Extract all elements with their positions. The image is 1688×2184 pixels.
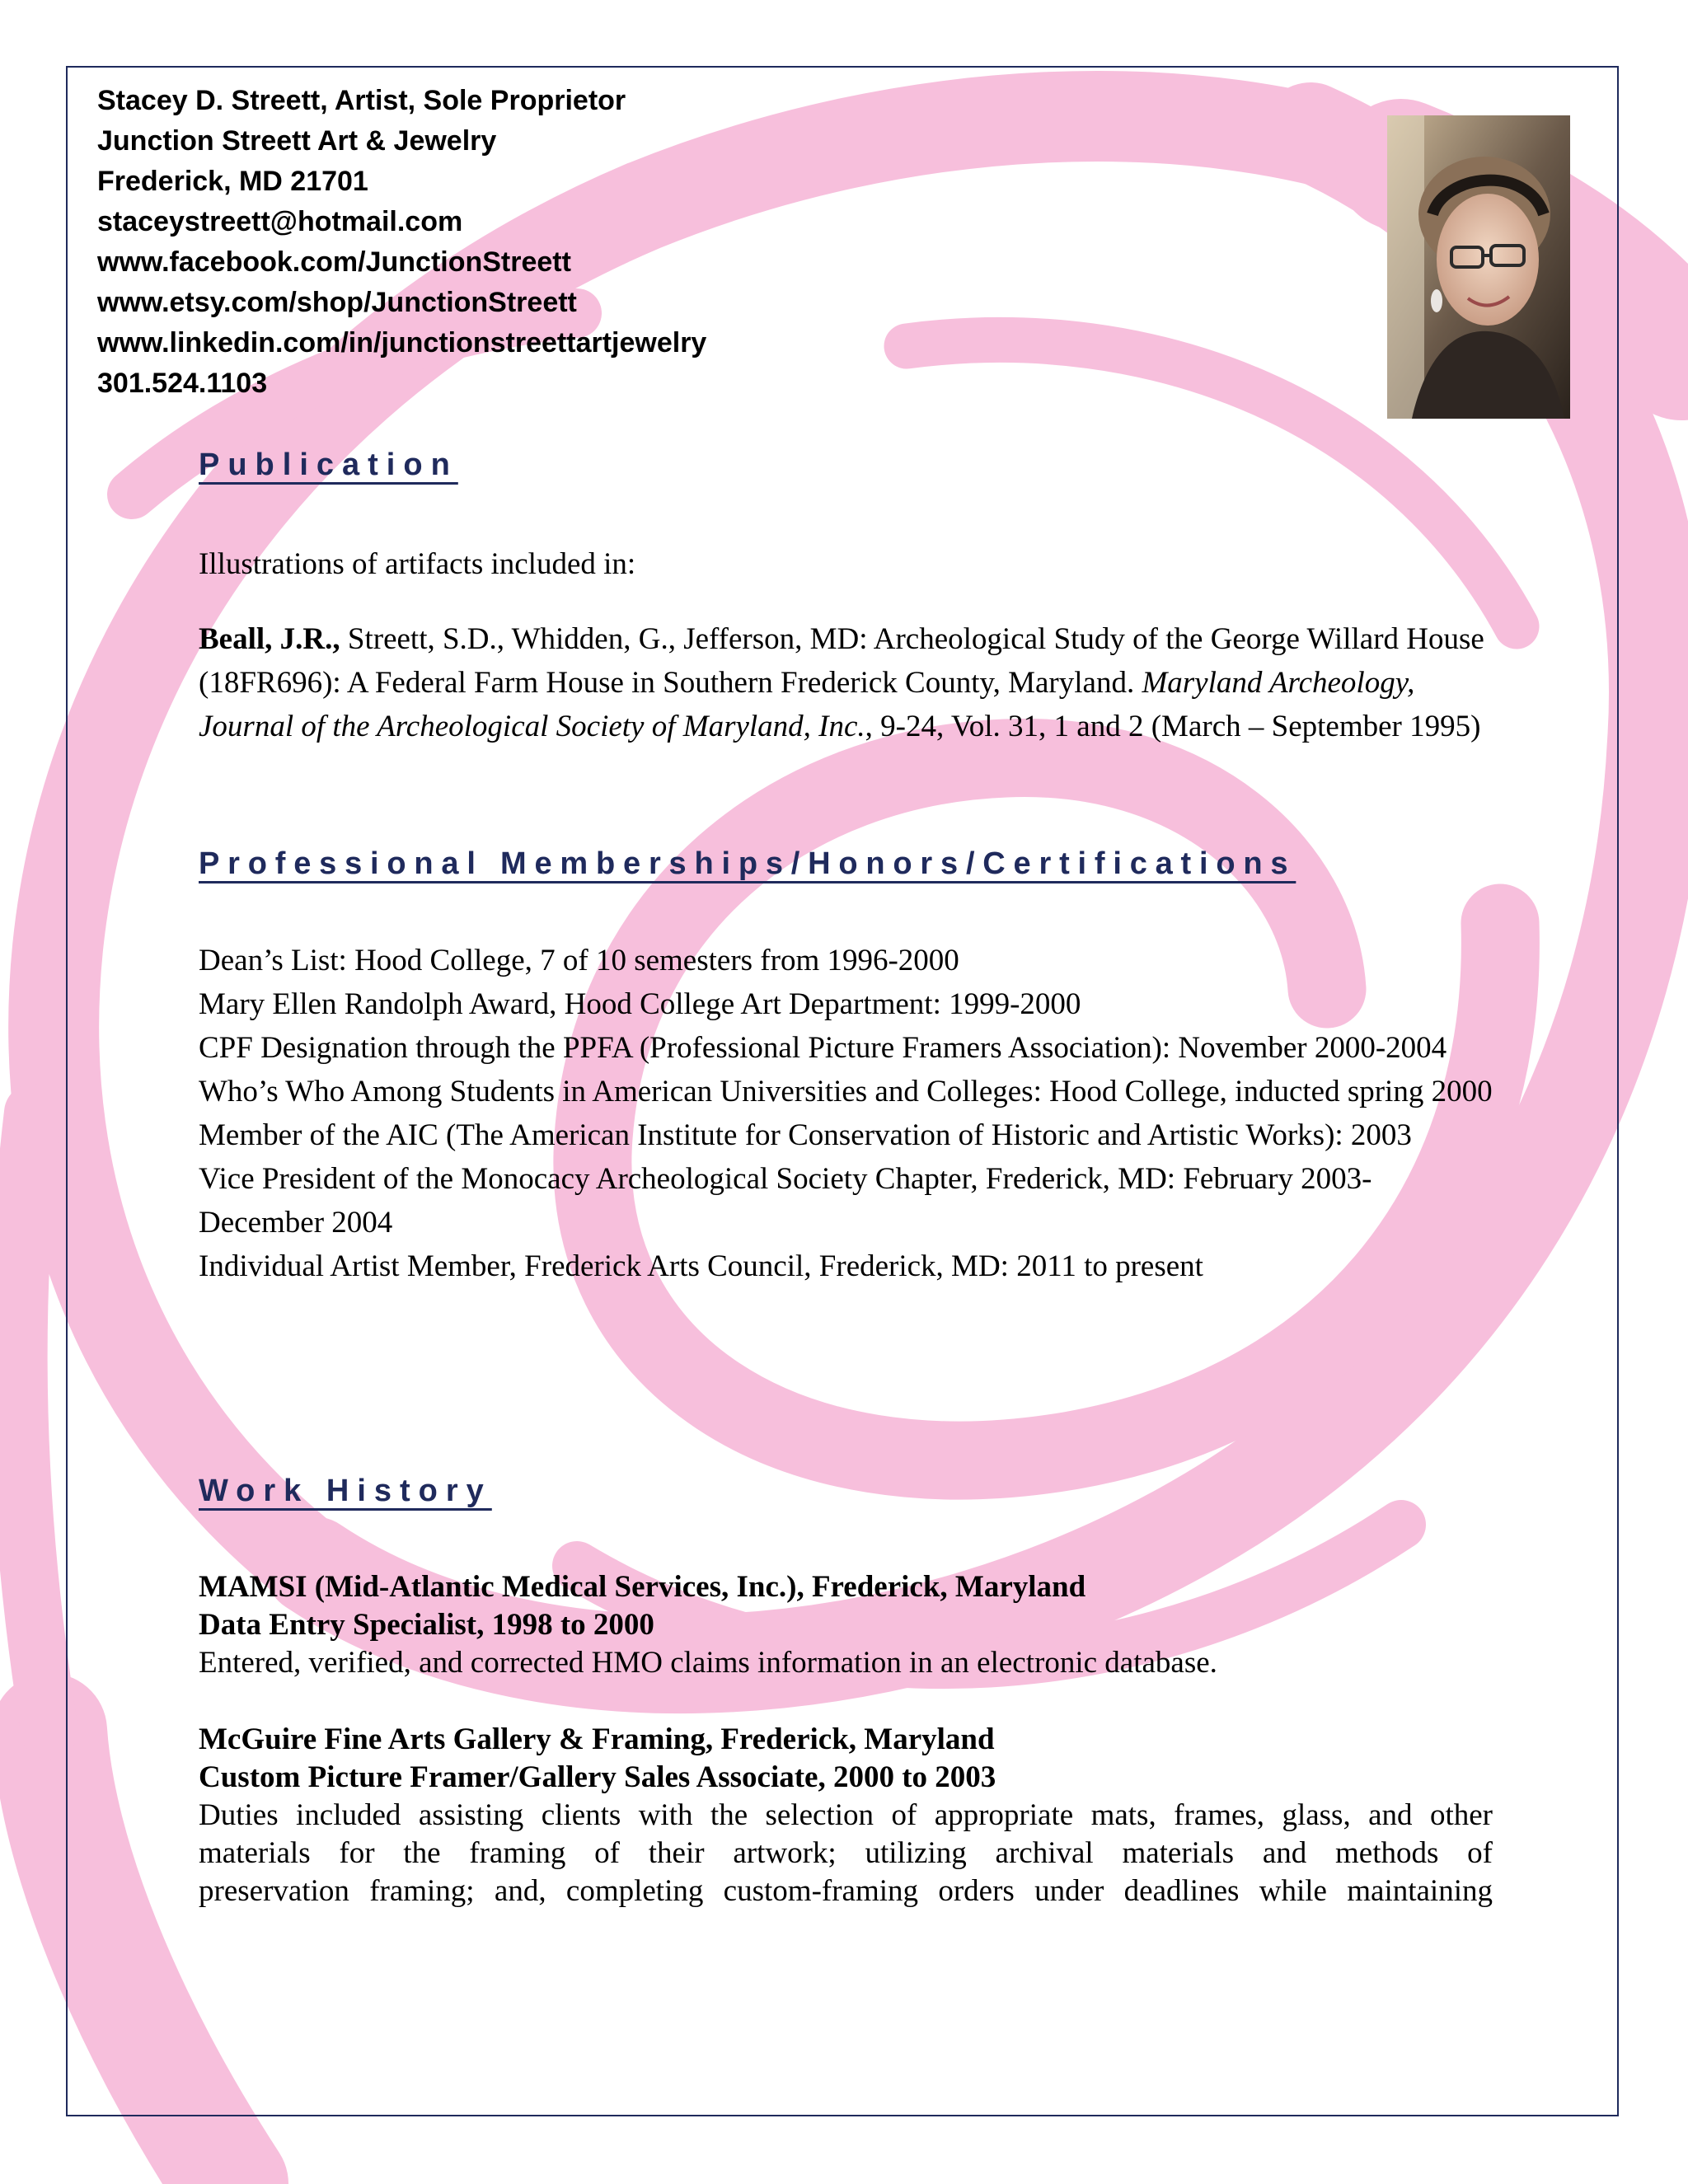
list-item: Mary Ellen Randolph Award, Hood College Art Department: 1999-2000	[199, 987, 1081, 1021]
contact-business: Junction Streett Art & Jewelry	[97, 125, 497, 157]
job-description: Entered, verified, and corrected HMO claims information in an electronic database.	[199, 1646, 1217, 1680]
memberships-list	[199, 939, 1493, 1288]
list-item: Individual Artist Member, Frederick Arts Council, Frederick, MD: 2011 to present	[199, 1249, 1203, 1283]
job-description-line: Duties included assisting clients with the selection of appropriate mats, frames, glass, and other	[199, 1798, 1493, 1832]
contact-facebook-link[interactable]: www.facebook.com/JunctionStreett	[97, 246, 571, 278]
job-employer: MAMSI (Mid-Atlantic Medical Services, Inc.), Frederick, Maryland	[199, 1570, 1086, 1604]
job-entry	[199, 1568, 1493, 1682]
publication-citation	[199, 617, 1493, 748]
list-item: CPF Designation through the PPFA (Professional Picture Framers Association): November 2000-2004	[199, 1031, 1447, 1065]
list-item: Dean’s List: Hood College, 7 of 10 semesters from 1996-2000	[199, 944, 959, 977]
job-employer: McGuire Fine Arts Gallery & Framing, Frederick, Maryland	[199, 1722, 995, 1756]
citation-text: Streett, S.D., Whidden, G., Jefferson, MD: Archeological Study of the George Willard House (18FR696): A Federal Farm House in Southern Frederick County, Maryland.	[199, 622, 1484, 700]
contact-name: Stacey D. Streett, Artist, Sole Proprietor	[97, 85, 626, 116]
publication-intro: Illustrations of artifacts included in:	[199, 547, 636, 581]
memberships-heading: Professional Memberships/Honors/Certifications	[199, 846, 1296, 881]
contact-phone: 301.524.1103	[97, 368, 268, 399]
job-description-line: preservation framing; and, completing custom-framing orders under deadlines while maintaining	[199, 1874, 1493, 1908]
citation-journal: Maryland Archeology, Journal of the Archeological Society of Maryland, Inc.	[199, 666, 1415, 743]
contact-etsy-link[interactable]: www.etsy.com/shop/JunctionStreett	[97, 287, 577, 318]
list-item: Vice President of the Monocacy Archeological Society Chapter, Frederick, MD: February 2003-December 2004	[199, 1162, 1372, 1240]
job-title: Data Entry Specialist, 1998 to 2000	[199, 1608, 654, 1642]
publication-heading: Publication	[199, 448, 458, 482]
list-item: Who’s Who Among Students in American Universities and Colleges: Hood College, inducted spring 2000	[199, 1075, 1493, 1108]
citation-author: Beall, J.R.,	[199, 622, 340, 656]
citation-tail: , 9-24, Vol. 31, 1 and 2 (March – September 1995)	[865, 710, 1481, 743]
job-entry	[199, 1721, 1493, 1910]
contact-email[interactable]: staceystreett@hotmail.com	[97, 206, 463, 237]
contact-block	[97, 81, 706, 404]
job-title: Custom Picture Framer/Gallery Sales Associate, 2000 to 2003	[199, 1760, 996, 1794]
job-description-line: materials for the framing of their artwork; utilizing archival materials and methods of	[199, 1836, 1493, 1870]
list-item: Member of the AIC (The American Institute for Conservation of Historic and Artistic Works): 2003	[199, 1118, 1412, 1152]
contact-linkedin-link[interactable]: www.linkedin.com/in/junctionstreettartjewelry	[97, 327, 707, 359]
portrait-photo	[1387, 115, 1570, 419]
work-history-heading: Work History	[199, 1474, 492, 1508]
contact-location: Frederick, MD 21701	[97, 166, 368, 197]
